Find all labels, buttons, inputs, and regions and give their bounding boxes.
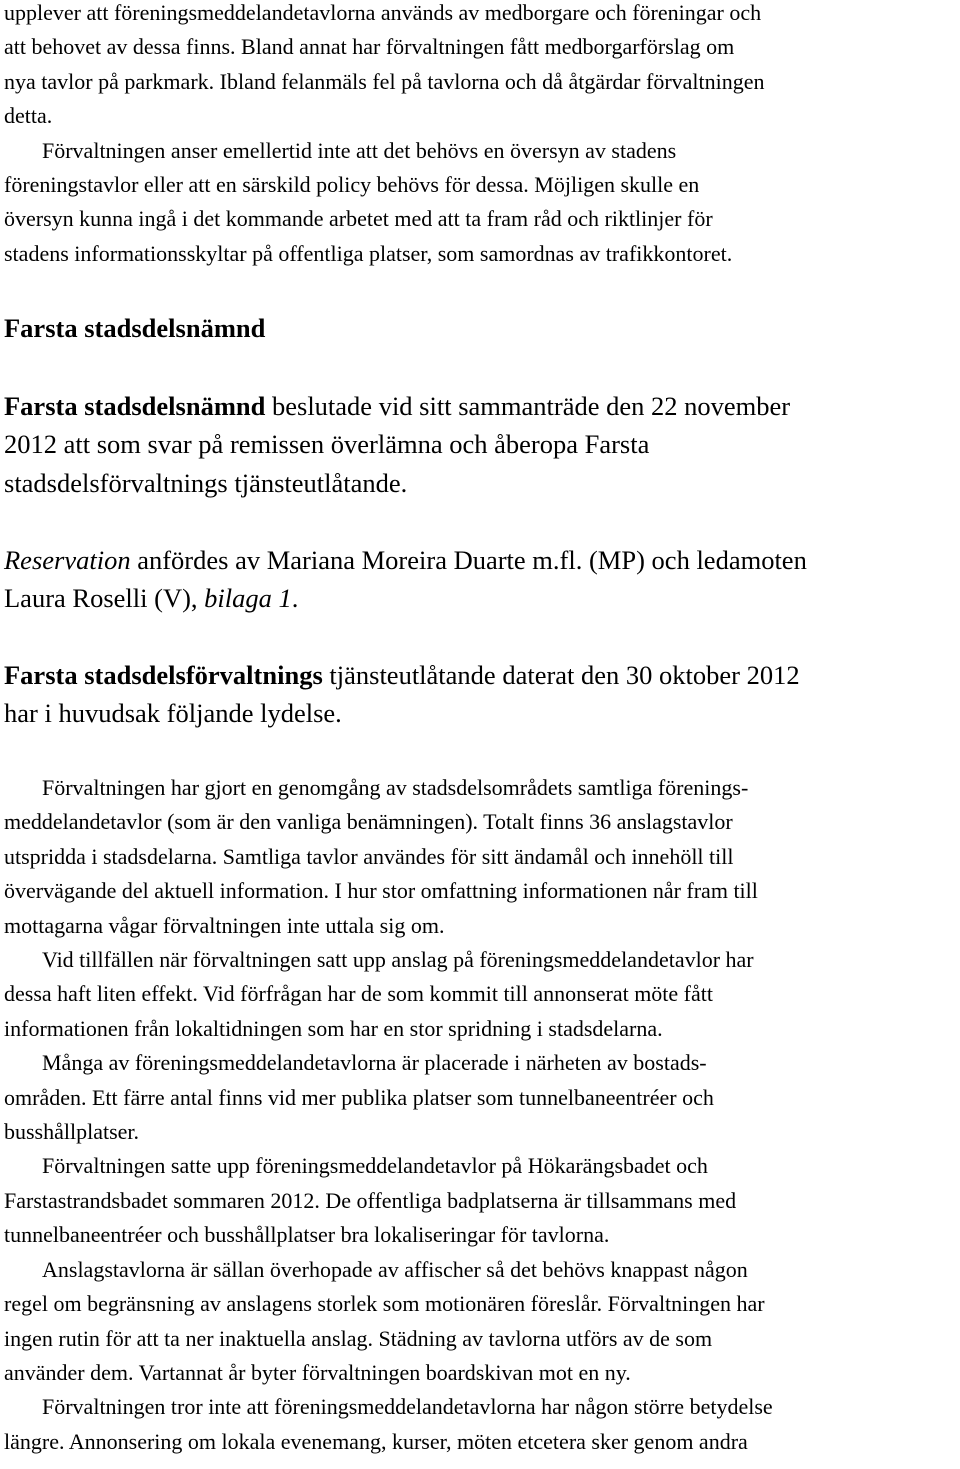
text-line: ingen rutin för att ta ner inaktuella anslag. Städning av tavlorna utförs av de som — [4, 1325, 713, 1351]
text-line: utspridda i stadsdelarna. Samtliga tavlor användes för sitt ändamål och innehöll till — [4, 843, 734, 869]
attachment-reference: bilaga 1 — [204, 583, 292, 614]
reservation-text: Laura Roselli (V), — [4, 583, 205, 614]
text-line: busshållplatser. — [4, 1119, 140, 1145]
section-heading: Farsta stadsdelsnämnd — [4, 313, 266, 343]
text-line: stadens informationsskyltar på offentliga platser, som samordnas av trafikkontoret. — [4, 240, 733, 266]
text-line: detta. — [4, 103, 53, 129]
text-line — [4, 541, 956, 579]
text-line: övervägande del aktuell information. I hur stor omfattning informationen når fram till — [4, 878, 758, 904]
text-line: mottagarna vågar förvaltningen inte uttala sig om. — [4, 912, 445, 938]
reservation-text: . — [291, 583, 299, 614]
text-line: upplever att föreningsmeddelandetavlorna används av medborgare och föreningar och — [4, 0, 762, 25]
text-line — [4, 656, 956, 694]
text-line: Vid tillfällen när förvaltningen satt upp anslag på föreningsmeddelandetavlor har — [42, 947, 754, 973]
text-line: Förvaltningen har gjort en genomgång av stadsdelsområdets samtliga förenings- — [42, 775, 749, 800]
text-line: att behovet av dessa finns. Bland annat har förvaltningen fått medborgarförslag om — [4, 34, 735, 60]
text-line: använder dem. Vartannat år byter förvaltningen boardskivan mot en ny. — [4, 1359, 631, 1385]
decision-paragraph — [4, 387, 956, 502]
statement-text: tjänsteutlåtande daterat den 30 oktober 2012 — [322, 660, 800, 690]
intro-paragraph — [4, 0, 956, 271]
text-line: områden. Ett färre antal finns vid mer publika platser som tunnelbaneentréer och — [4, 1084, 714, 1110]
text-line: Farstastrandsbadet sommaren 2012. De offentliga badplatserna är tillsammans med — [4, 1187, 737, 1213]
text-line: informationen från lokaltidningen som har en stor spridning i stadsdelarna. — [4, 1015, 663, 1041]
text-line: tunnelbaneentréer och busshållplatser bra lokaliseringar för tavlorna. — [4, 1222, 610, 1248]
text-line: stadsdelsförvaltnings tjänsteutlåtande. — [4, 467, 408, 498]
text-line: har i huvudsak följande lydelse. — [4, 698, 342, 729]
text-line: 2012 att som svar på remissen överlämna och åberopa Farsta — [4, 429, 650, 460]
text-line: föreningstavlor eller att en särskild policy behövs för dessa. Möjligen skulle en — [4, 172, 700, 198]
decision-text: beslutade vid sitt sammanträde den 22 november — [265, 391, 791, 421]
reservation-label: Reservation — [4, 545, 131, 575]
decision-subject: Farsta stadsdelsnämnd — [4, 391, 266, 421]
text-line: översyn kunna ingå i det kommande arbetet med att ta fram råd och riktlinjer för — [4, 206, 713, 232]
statement-subject: Farsta stadsdelsförvaltnings — [4, 660, 323, 690]
text-line: Många av föreningsmeddelandetavlorna är placerade i närheten av bostads- — [42, 1050, 707, 1076]
text-line — [4, 387, 956, 425]
text-line: Anslagstavlorna är sällan överhopade av affischer så det behövs knappast någon — [42, 1256, 748, 1282]
text-line: Förvaltningen tror inte att föreningsmeddelandetavlorna har någon större betydelse — [42, 1394, 773, 1420]
text-line: Förvaltningen anser emellertid inte att det behövs en översyn av stadens — [42, 137, 677, 163]
reservation-text: anfördes av Mariana Moreira Duarte m.fl. (MP) och ledamoten — [130, 545, 807, 575]
statement-paragraph — [4, 656, 956, 733]
text-line: dessa haft liten effekt. Vid förfrågan har de som kommit till annonserat möte fått — [4, 981, 713, 1007]
quoted-statement — [4, 771, 956, 1459]
text-line: meddelandetavlor (som är den vanliga benämningen). Totalt finns 36 anslagstavlor — [4, 809, 733, 835]
text-line: längre. Annonsering om lokala evenemang, kurser, möten etcetera sker genom andra — [4, 1428, 748, 1454]
text-line — [4, 579, 956, 617]
text-line: nya tavlor på parkmark. Ibland felanmäls fel på tavlorna och då åtgärdar förvaltningen — [4, 68, 765, 94]
text-line: Förvaltningen satte upp föreningsmeddelandetavlor på Hökarängsbadet och — [42, 1153, 708, 1179]
reservation-paragraph — [4, 541, 956, 618]
text-line: regel om begränsning av anslagens storlek som motionären föreslår. Förvaltningen har — [4, 1291, 765, 1317]
